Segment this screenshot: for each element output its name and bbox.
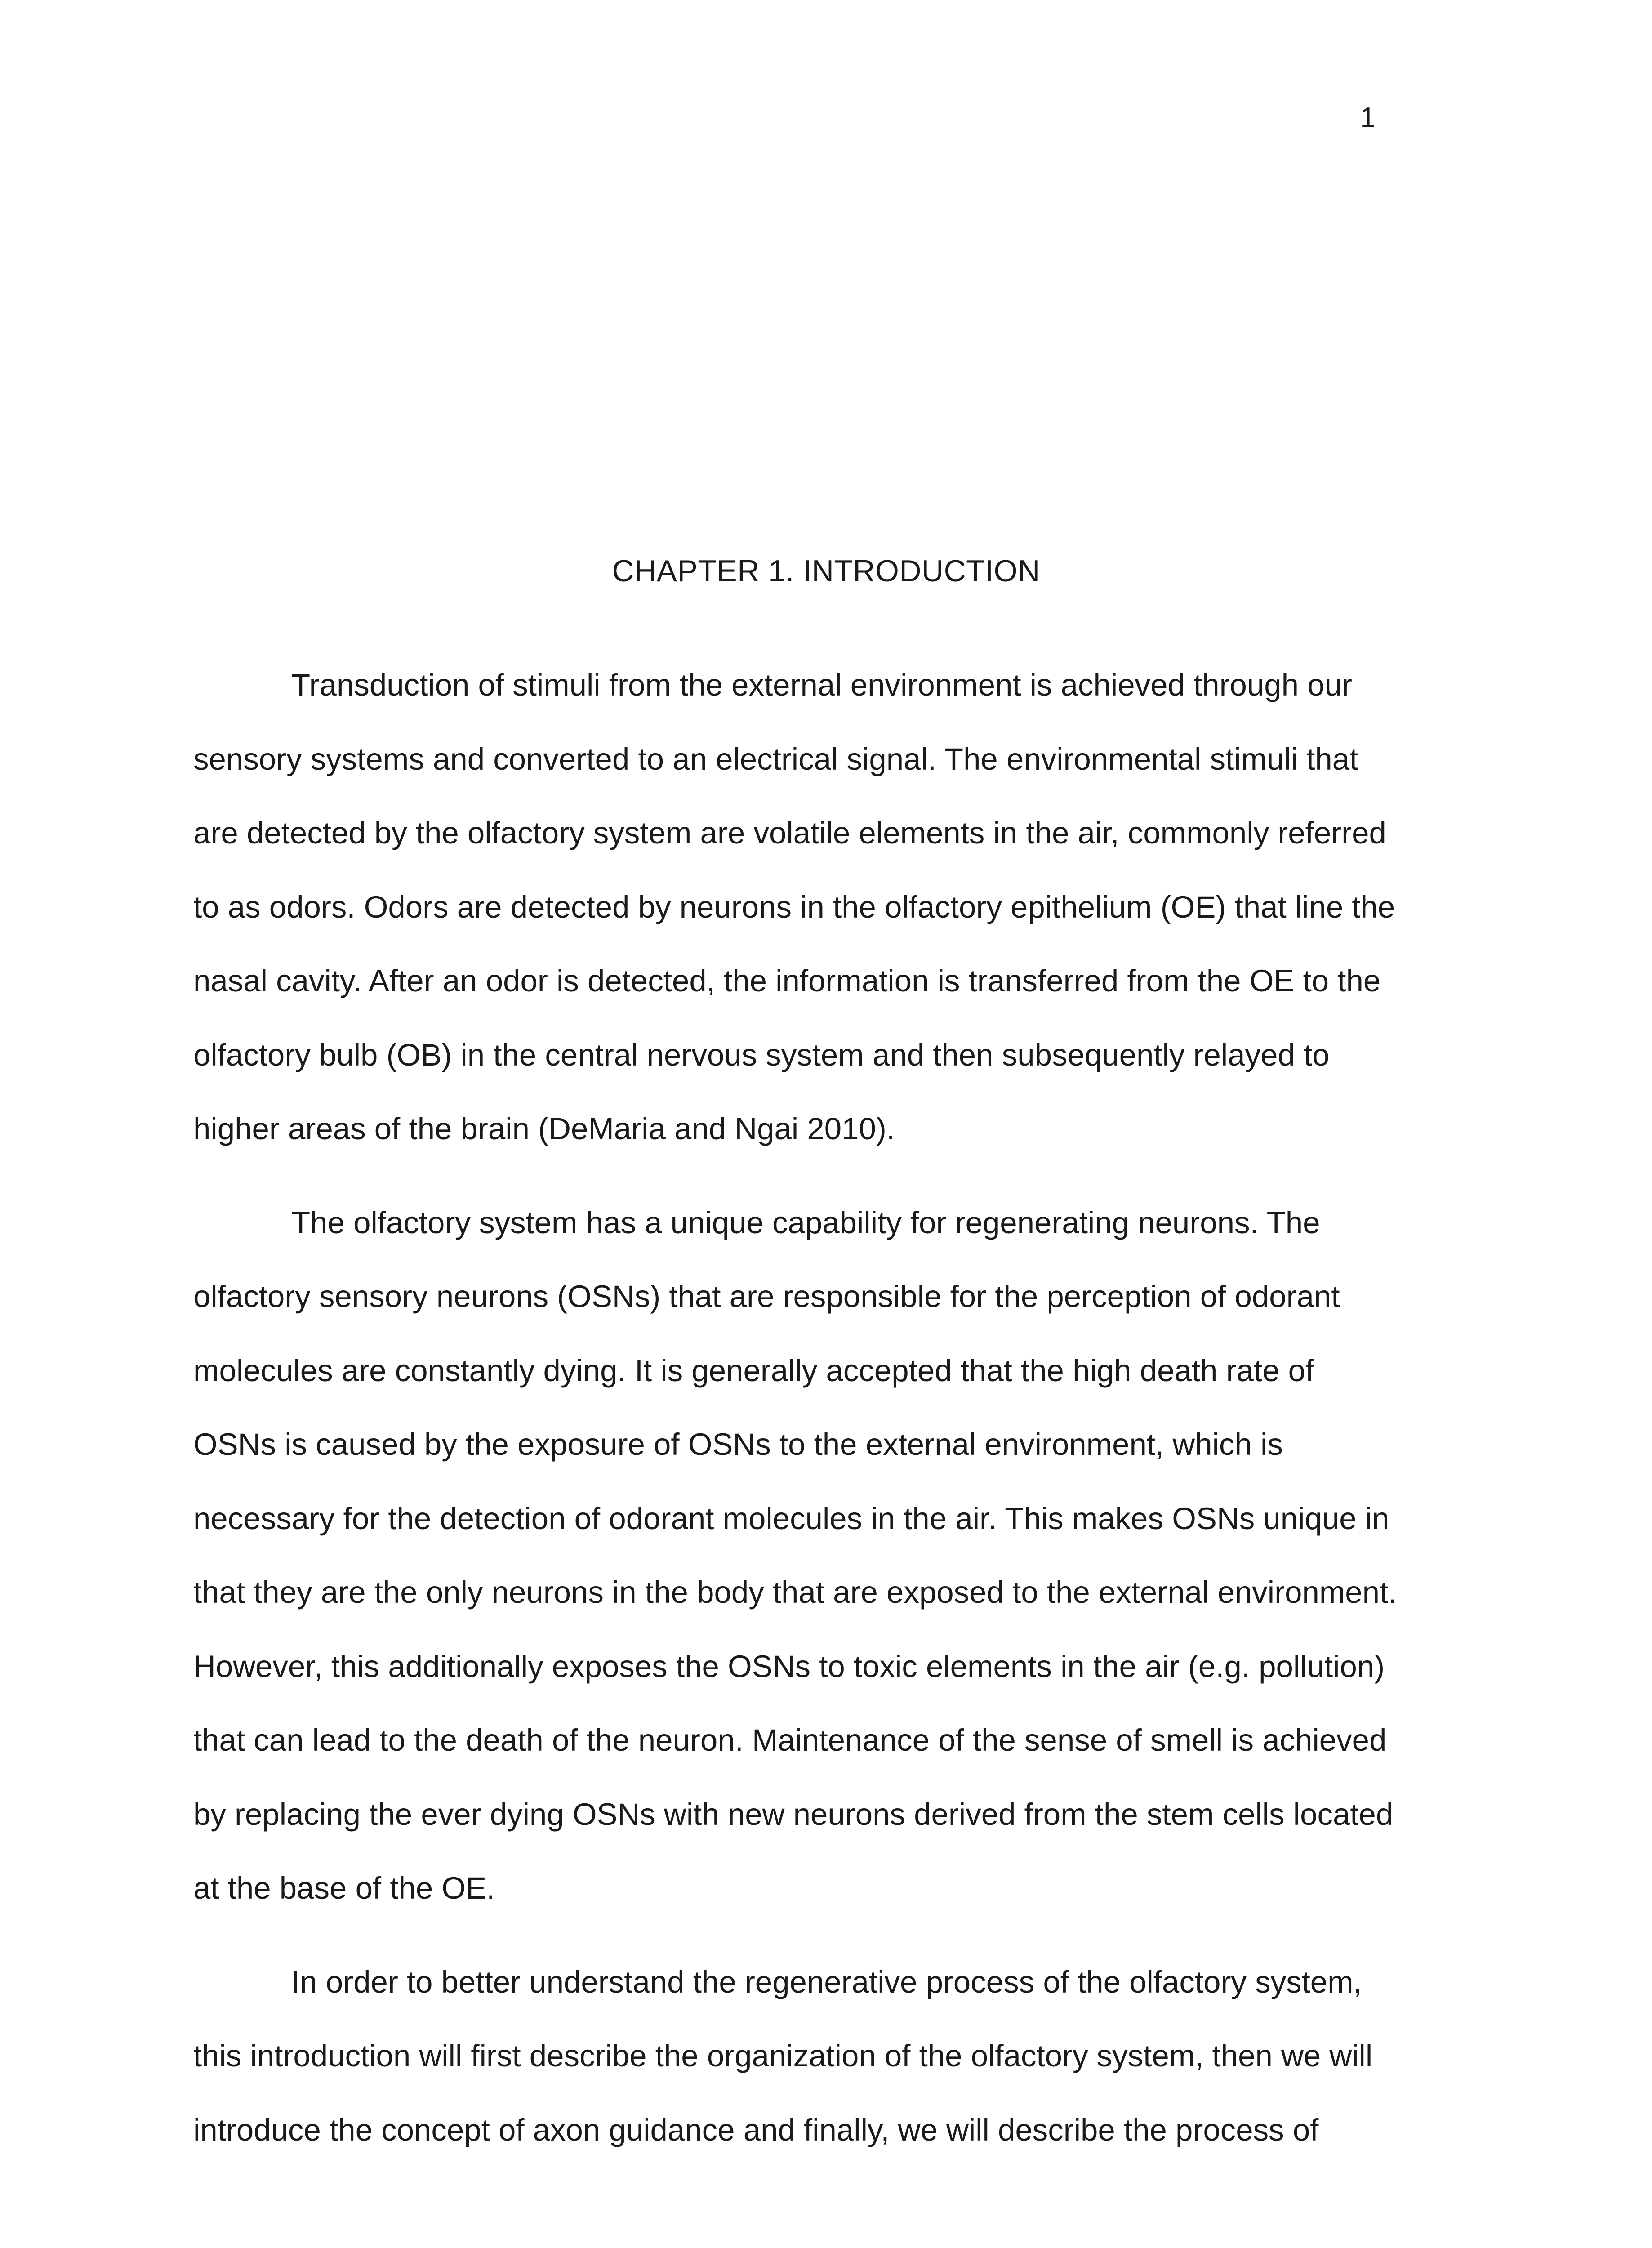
chapter-title: CHAPTER 1. INTRODUCTION: [612, 554, 1040, 588]
text-line: sensory systems and converted to an electrical signal. The environmental stimuli that: [193, 741, 1358, 776]
body-text: [193, 648, 1452, 2167]
text-line: introduce the concept of axon guidance and finally, we will describe the process of: [193, 2112, 1319, 2147]
text-line: olfactory bulb (OB) in the central nervous system and then subsequently relayed to: [193, 1037, 1330, 1072]
text-line: higher areas of the brain (DeMaria and Ngai 2010).: [193, 1111, 895, 1146]
text-line: at the base of the OE.: [193, 1871, 495, 1905]
text-line: In order to better understand the regenerative process of the olfactory system,: [291, 1964, 1362, 1999]
text-line: The olfactory system has a unique capability for regenerating neurons. The: [291, 1205, 1320, 1240]
text-line: However, this additionally exposes the OSNs to toxic elements in the air (e.g. pollution): [193, 1649, 1385, 1684]
text-line: are detected by the olfactory system are volatile elements in the air, commonly referred: [193, 816, 1386, 850]
text-line: nasal cavity. After an odor is detected, the information is transferred from the OE to the: [193, 963, 1381, 998]
text-line: this introduction will first describe the organization of the olfactory system, then we will: [193, 2038, 1373, 2073]
text-line: that they are the only neurons in the body that are exposed to the external environment.: [193, 1575, 1397, 1610]
text-line: Transduction of stimuli from the external environment is achieved through our: [291, 668, 1352, 702]
text-line: to as odors. Odors are detected by neurons in the olfactory epithelium (OE) that line the: [193, 889, 1395, 924]
text-line: molecules are constantly dying. It is generally accepted that the high death rate of: [193, 1353, 1314, 1388]
paragraph-olfactory-transduction: [193, 648, 1452, 1166]
page-number: 1: [1360, 102, 1376, 133]
text-line: that can lead to the death of the neuron. Maintenance of the sense of smell is achieved: [193, 1723, 1387, 1757]
text-line: olfactory sensory neurons (OSNs) that are responsible for the perception of odorant: [193, 1279, 1340, 1314]
text-line: necessary for the detection of odorant molecules in the air. This makes OSNs unique in: [193, 1501, 1389, 1536]
paragraph-introduction-outline: [193, 1945, 1452, 2168]
paragraph-neuron-regeneration: [193, 1186, 1452, 1926]
text-line: by replacing the ever dying OSNs with new neurons derived from the stem cells located: [193, 1797, 1394, 1832]
text-line: OSNs is caused by the exposure of OSNs to the external environment, which is: [193, 1427, 1283, 1462]
